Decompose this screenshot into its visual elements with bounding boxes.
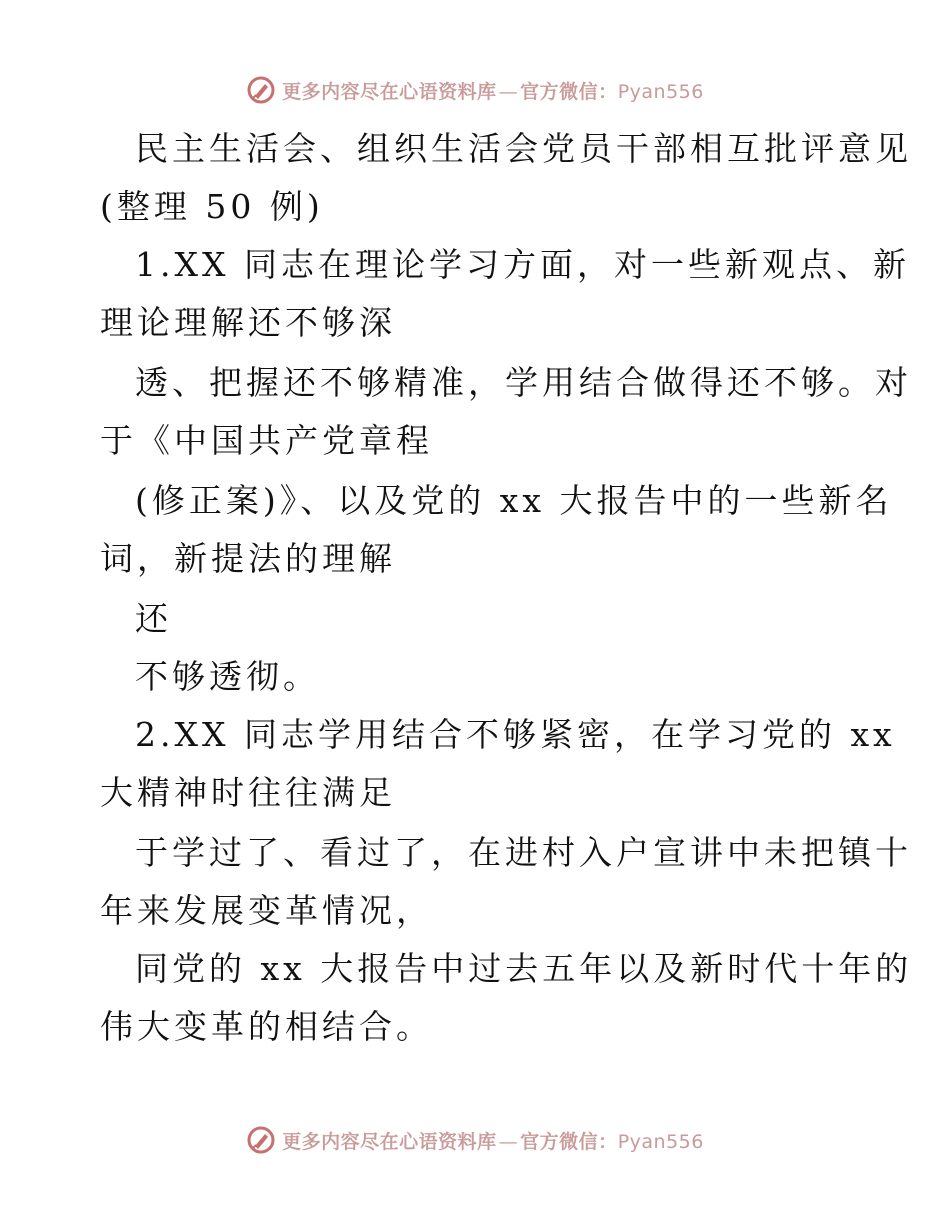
doc-line: 民主生活会、组织生活会党员干部相互批评意见 [135,129,912,168]
doc-line: (修正案)》、以及党的 xx 大报告中的一些新名 [135,481,893,520]
header-wechat-label: 官方微信： [520,80,618,103]
doc-line: 词，新提法的理解 [100,539,396,578]
doc-line: 理论理解还不够深 [100,303,396,342]
header-banner [0,70,950,110]
doc-line: 于《中国共产党章程 [100,421,433,460]
header-brand-text: 更多内容尽在心语资料库 [282,80,497,103]
doc-line: 年来发展变革情况， [100,891,433,930]
header-separator: — [498,80,519,103]
doc-line: 于学过了、看过了，在进村入户宣讲中未把镇十 [135,833,912,872]
footer-wechat-label: 官方微信： [520,1130,618,1153]
footer-brand-text: 更多内容尽在心语资料库 [282,1130,497,1153]
doc-line: (整理 50 例) [100,187,324,226]
footer-banner [0,1120,950,1160]
pen-circle-icon [246,1125,276,1155]
doc-line: 不够透彻。 [135,657,320,696]
pen-circle-icon [246,75,276,105]
doc-line: 2.XX 同志学用结合不够紧密，在学习党的 xx [135,715,896,754]
doc-line: 1.XX 同志在理论学习方面，对一些新观点、新 [135,245,910,284]
doc-line: 同党的 xx 大报告中过去五年以及新时代十年的 [135,949,913,988]
header-brand [282,77,704,104]
doc-line: 伟大变革的相结合。 [100,1007,433,1046]
footer-separator: — [498,1130,519,1153]
header-wechat-id: Pyan556 [617,80,704,103]
footer-wechat-id: Pyan556 [617,1130,704,1153]
doc-line: 大精神时往往满足 [100,773,396,812]
doc-line: 透、把握还不够精准，学用结合做得还不够。对 [135,363,912,402]
doc-line: 还 [135,599,172,638]
footer-brand [282,1127,704,1154]
